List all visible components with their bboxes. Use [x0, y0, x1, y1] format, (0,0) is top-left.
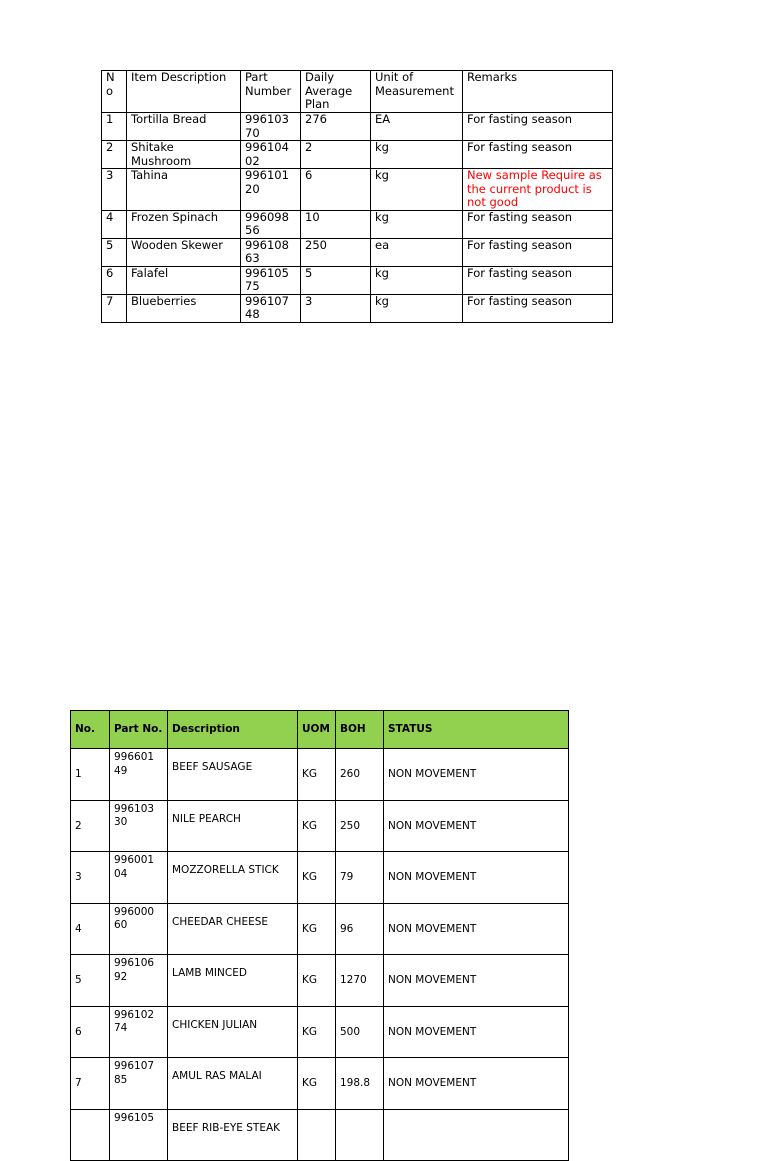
cell-boh: 250 [336, 800, 384, 852]
table-row [71, 749, 569, 801]
table-row [71, 852, 569, 904]
cell-status: NON MOVEMENT [384, 749, 569, 801]
cell-no: 1 [102, 113, 127, 141]
cell-no: 1 [71, 749, 110, 801]
table-row [71, 1006, 569, 1058]
non-movement-table [70, 710, 569, 1161]
cell-no: 6 [71, 1006, 110, 1058]
cell-remark: For fasting season [463, 113, 613, 141]
table-row [71, 903, 569, 955]
cell-part-number: 996107 48 [241, 294, 301, 322]
header-daily-average-plan: Daily Average Plan [301, 71, 371, 113]
header-part-no: Part No. [110, 711, 168, 749]
cell-description: Falafel [127, 266, 241, 294]
cell-status: NON MOVEMENT [384, 955, 569, 1007]
cell-no: 3 [71, 852, 110, 904]
cell-status: NON MOVEMENT [384, 903, 569, 955]
cell-part-number: 996105 75 [241, 266, 301, 294]
cell-status: NON MOVEMENT [384, 1006, 569, 1058]
cell-description: Frozen Spinach [127, 210, 241, 238]
header-boh: BOH [336, 711, 384, 749]
header-uom: UOM [298, 711, 336, 749]
cell-status: NON MOVEMENT [384, 1058, 569, 1110]
cell-part-no: 996102 74 [110, 1006, 168, 1058]
cell-no [71, 1109, 110, 1161]
cell-part-number: 996098 56 [241, 210, 301, 238]
cell-boh: 1270 [336, 955, 384, 1007]
cell-part-no: 996001 04 [110, 852, 168, 904]
cell-plan: 276 [301, 113, 371, 141]
cell-part-no: 996105 [110, 1109, 168, 1161]
cell-plan: 250 [301, 238, 371, 266]
cell-uom: KG [298, 903, 336, 955]
cell-status: NON MOVEMENT [384, 852, 569, 904]
cell-description: Tahina [127, 169, 241, 211]
cell-part-number: 996101 20 [241, 169, 301, 211]
cell-uom: KG [298, 1058, 336, 1110]
table-row [102, 113, 613, 141]
cell-uom [298, 1109, 336, 1161]
cell-status: NON MOVEMENT [384, 800, 569, 852]
cell-remark: For fasting season [463, 266, 613, 294]
cell-uom: KG [298, 955, 336, 1007]
cell-no: 7 [71, 1058, 110, 1110]
cell-plan: 10 [301, 210, 371, 238]
cell-description: NILE PEARCH [168, 800, 298, 852]
cell-remark: For fasting season [463, 210, 613, 238]
cell-uom: KG [298, 1006, 336, 1058]
cell-no: 4 [102, 210, 127, 238]
cell-no: 5 [71, 955, 110, 1007]
cell-description: BEEF RIB-EYE STEAK [168, 1109, 298, 1161]
cell-plan: 3 [301, 294, 371, 322]
table-row [102, 169, 613, 211]
cell-boh: 79 [336, 852, 384, 904]
cell-uom: KG [298, 749, 336, 801]
cell-part-number: 996108 63 [241, 238, 301, 266]
header-part-number: Part Number [241, 71, 301, 113]
table-row [102, 141, 613, 169]
cell-unit: kg [371, 266, 463, 294]
table-header-row [102, 71, 613, 113]
cell-description: MOZZORELLA STICK [168, 852, 298, 904]
header-remarks: Remarks [463, 71, 613, 113]
cell-unit: EA [371, 113, 463, 141]
cell-plan: 5 [301, 266, 371, 294]
cell-remark: For fasting season [463, 294, 613, 322]
cell-boh: 198.8 [336, 1058, 384, 1110]
cell-boh: 500 [336, 1006, 384, 1058]
header-item-description: Item Description [127, 71, 241, 113]
cell-description: Shitake Mushroom [127, 141, 241, 169]
table-row [102, 238, 613, 266]
header-no: No. [71, 711, 110, 749]
cell-status [384, 1109, 569, 1161]
cell-no: 5 [102, 238, 127, 266]
cell-remark-highlighted: New sample Require as the current product is not good [463, 169, 613, 211]
cell-no: 2 [71, 800, 110, 852]
cell-unit: kg [371, 141, 463, 169]
cell-no: 7 [102, 294, 127, 322]
cell-unit: kg [371, 294, 463, 322]
cell-description: CHICKEN JULIAN [168, 1006, 298, 1058]
table-row [102, 210, 613, 238]
table-row [71, 800, 569, 852]
cell-part-no: 996601 49 [110, 749, 168, 801]
table-row [102, 294, 613, 322]
cell-no: 6 [102, 266, 127, 294]
cell-boh [336, 1109, 384, 1161]
cell-uom: KG [298, 852, 336, 904]
table-row [71, 1109, 569, 1161]
cell-part-no: 996106 92 [110, 955, 168, 1007]
cell-remark: For fasting season [463, 238, 613, 266]
cell-description: AMUL RAS MALAI [168, 1058, 298, 1110]
cell-no: 3 [102, 169, 127, 211]
cell-plan: 6 [301, 169, 371, 211]
header-no: N o [102, 71, 127, 113]
fasting-items-table [101, 70, 613, 323]
cell-description: Tortilla Bread [127, 113, 241, 141]
cell-unit: kg [371, 169, 463, 211]
cell-uom: KG [298, 800, 336, 852]
cell-plan: 2 [301, 141, 371, 169]
cell-part-no: 996103 30 [110, 800, 168, 852]
cell-part-number: 996103 70 [241, 113, 301, 141]
cell-part-no: 996107 85 [110, 1058, 168, 1110]
table-header-row [71, 711, 569, 749]
table-row [71, 1058, 569, 1110]
cell-no: 2 [102, 141, 127, 169]
table-row [102, 266, 613, 294]
cell-description: Wooden Skewer [127, 238, 241, 266]
cell-description: CHEEDAR CHEESE [168, 903, 298, 955]
cell-part-number: 996104 02 [241, 141, 301, 169]
cell-description: LAMB MINCED [168, 955, 298, 1007]
cell-remark: For fasting season [463, 141, 613, 169]
cell-no: 4 [71, 903, 110, 955]
cell-part-no: 996000 60 [110, 903, 168, 955]
cell-description: BEEF SAUSAGE [168, 749, 298, 801]
header-unit-of-measurement: Unit of Measurement [371, 71, 463, 113]
cell-unit: ea [371, 238, 463, 266]
cell-unit: kg [371, 210, 463, 238]
cell-boh: 260 [336, 749, 384, 801]
header-status: STATUS [384, 711, 569, 749]
table-row [71, 955, 569, 1007]
cell-description: Blueberries [127, 294, 241, 322]
header-description: Description [168, 711, 298, 749]
cell-boh: 96 [336, 903, 384, 955]
